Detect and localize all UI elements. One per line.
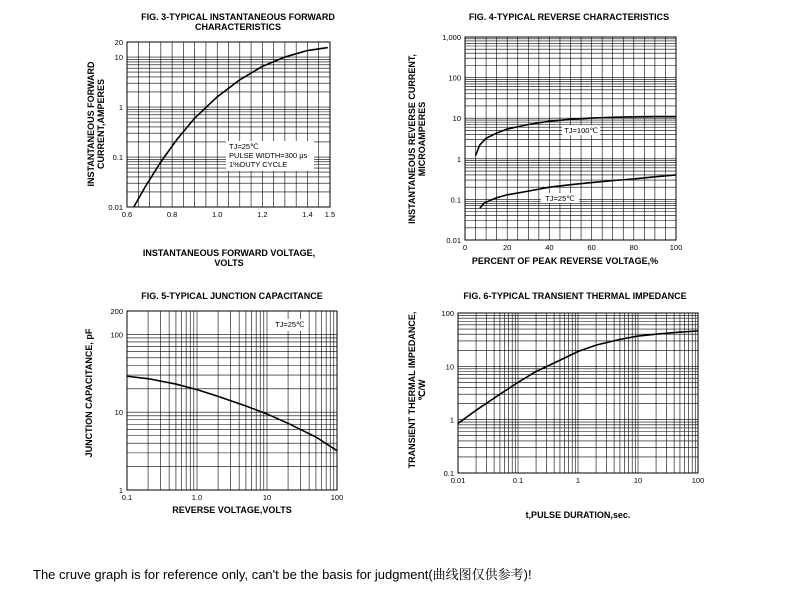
- y-tick-label: 20: [114, 38, 123, 47]
- series-label: TJ=100℃: [564, 126, 598, 136]
- y-axis-label: INSTANTANEOUS FORWARD: [86, 61, 96, 187]
- x-tick-label: 60: [587, 243, 596, 252]
- x-tick-label: 1.4: [302, 210, 313, 219]
- y-axis-label-line2: MICROAMPERES: [417, 101, 427, 177]
- y-axis-label-line2: ℃/W: [417, 379, 427, 401]
- annotation-text: TJ=25℃: [229, 142, 259, 151]
- series-line: [127, 376, 337, 450]
- y-tick-label: 100: [441, 309, 454, 318]
- fig6-plot: [458, 313, 698, 473]
- y-tick-label: 10: [114, 408, 123, 418]
- y-tick-label: 1,000: [442, 33, 461, 42]
- y-tick-label: 1: [118, 103, 123, 113]
- x-tick-label: 80: [629, 243, 638, 252]
- y-axis-label: JUNCTION CAPACITANCE, pF: [84, 328, 94, 458]
- y-tick-label: 100: [448, 73, 461, 83]
- y-tick-label: 0.1: [443, 469, 454, 478]
- fig4-plot: [465, 37, 676, 240]
- y-tick-label: 100: [110, 330, 123, 340]
- y-tick-label: 10: [114, 53, 123, 63]
- y-axis-label: TRANSIENT THERMAL IMPEDANCE,: [407, 311, 417, 469]
- x-axis-label-line2: VOLTS: [214, 258, 244, 268]
- fig3-plot: [127, 42, 330, 207]
- y-tick-label: 0.01: [108, 203, 123, 212]
- x-axis-label: REVERSE VOLTAGE,VOLTS: [172, 505, 292, 515]
- y-tick-label: 0.1: [450, 195, 461, 205]
- disclaimer-note: The cruve graph is for reference only, can't be the basis for judgment(曲线图仅供参考)!: [33, 567, 532, 582]
- chart-title: FIG. 3-TYPICAL INSTANTANEOUS FORWARD: [141, 12, 335, 22]
- x-tick-label: 0.8: [166, 210, 178, 219]
- y-tick-label: 200: [110, 307, 123, 316]
- x-tick-label: 0.01: [450, 476, 466, 485]
- chart-title: FIG. 4-TYPICAL REVERSE CHARACTERISTICS: [468, 12, 670, 22]
- series-label: TJ=25℃: [545, 194, 575, 204]
- x-tick-label: 1.5: [324, 210, 336, 219]
- x-tick-label: 1: [575, 476, 581, 485]
- x-tick-label: 0.1: [121, 493, 133, 502]
- annotation-text: PULSE WIDTH=300 μs: [229, 151, 308, 160]
- x-axis-label: t,PULSE DURATION,sec.: [525, 510, 631, 520]
- chart-title: FIG. 5-TYPICAL JUNCTION CAPACITANCE: [141, 291, 323, 301]
- chart-title: FIG. 6-TYPICAL TRANSIENT THERMAL IMPEDANCE: [463, 291, 687, 301]
- y-tick-label: 1: [118, 486, 123, 495]
- chart-title-line2: CHARACTERISTICS: [194, 22, 282, 32]
- x-axis-label: INSTANTANEOUS FORWARD VOLTAGE,: [142, 248, 316, 258]
- y-tick-label: 0.01: [446, 236, 461, 245]
- annotation-text: TJ=25℃: [275, 320, 305, 329]
- x-tick-label: 40: [545, 243, 554, 252]
- x-tick-label: 1.0: [191, 493, 203, 502]
- x-tick-label: 10: [262, 493, 272, 502]
- x-tick-label: 100: [669, 243, 683, 252]
- y-tick-label: 1: [456, 154, 461, 164]
- x-tick-label: 100: [691, 476, 705, 485]
- x-tick-label: 0.6: [121, 210, 133, 219]
- x-tick-label: 100: [330, 493, 344, 502]
- x-tick-label: 0: [462, 243, 468, 252]
- x-tick-label: 0.1: [512, 476, 524, 485]
- x-tick-label: 20: [503, 243, 512, 252]
- x-tick-label: 1.2: [257, 210, 268, 219]
- x-axis-label: PERCENT OF PEAK REVERSE VOLTAGE,%: [471, 256, 659, 266]
- y-tick-label: 1: [449, 415, 454, 425]
- annotation-text: 1%DUTY CYCLE: [229, 160, 288, 169]
- x-tick-label: 10: [633, 476, 643, 485]
- y-tick-label: 10: [445, 362, 454, 372]
- x-tick-label: 1.0: [212, 210, 223, 219]
- y-axis-label: INSTANTANEOUS REVERSE CURRENT,: [407, 54, 417, 224]
- fig5-plot: [127, 311, 337, 490]
- y-tick-label: 10: [452, 114, 461, 124]
- y-tick-label: 0.1: [112, 153, 123, 163]
- y-axis-label-line2: CURRENT,AMPERES: [96, 78, 106, 170]
